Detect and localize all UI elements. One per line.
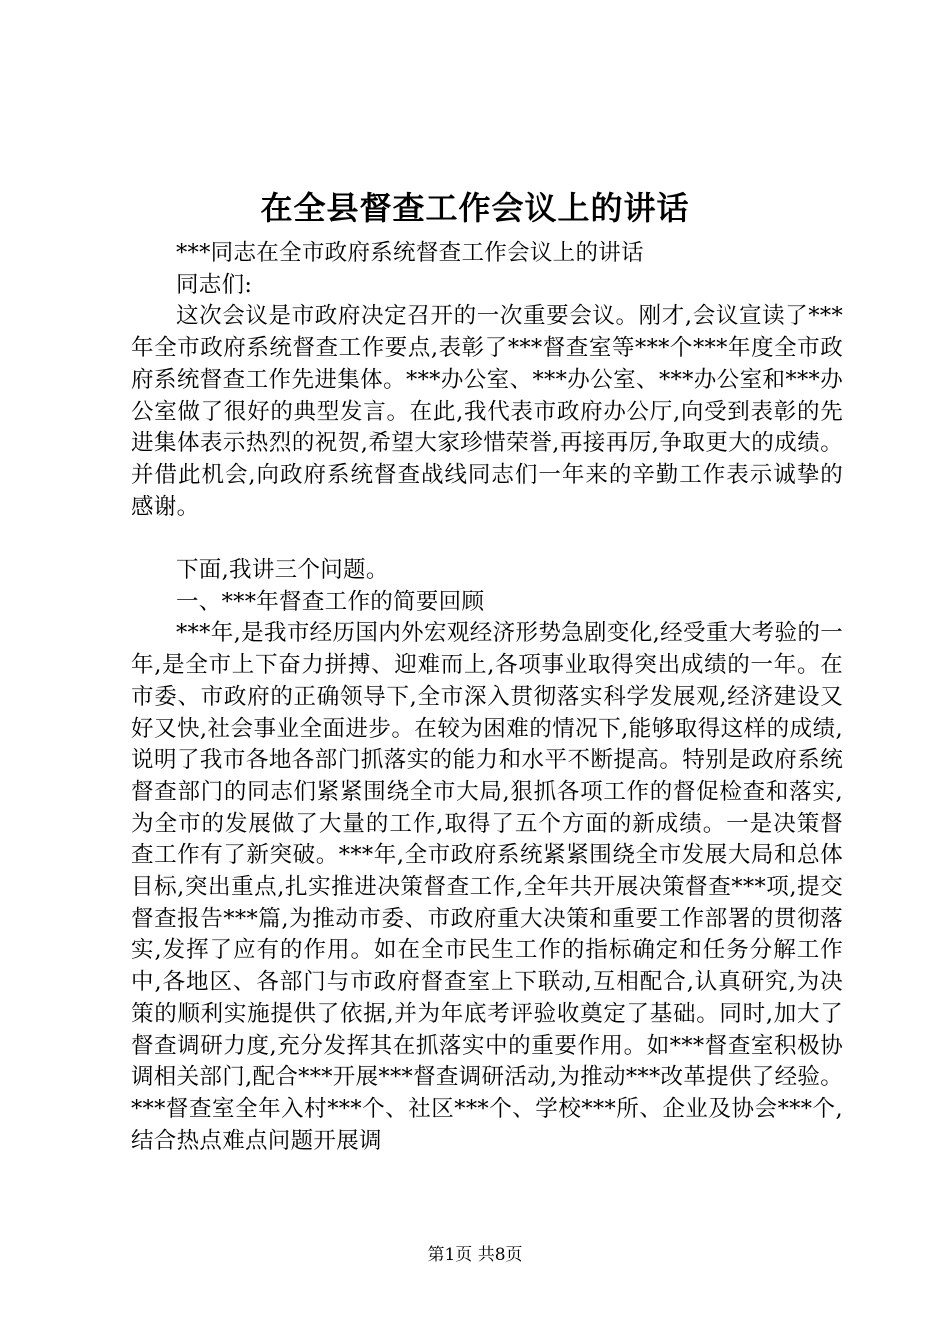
body-paragraph: 下面,我讲三个问题。 — [176, 557, 389, 584]
document-body — [131, 238, 843, 1157]
section-heading: 一、***年督查工作的简要回顾 — [176, 588, 485, 615]
salutation: 同志们: — [176, 271, 253, 298]
body-paragraph: ***年,是我市经历国内外宏观经济形势急剧变化,经受重大考验的一年,是全市上下奋力拼搏、迎难而上,各项事业取得突出成绩的一年。在市委、市政府的正确领导下,全市深入贯彻落实科学发展观,经济建设又好又快,社会事业全面进步。在较为困难的情况下,能够取得这样的成绩,说明了我市各地各部门抓落实的能力和水平不断提高。特别是政府系统督查部门的同志们紧紧围绕全市大局,狠抓各项工作的督促检查和落实,为全市的发展做了大量的工作,取得了五个方面的新成绩。一是决策督查工作有了新突破。***年,全市政府系统紧紧围绕全市发展大局和总体目标,突出重点,扎实推进决策督查工作,全年共开展决策督查***项,提交督查报告***篇,为推动市委、市政府重大决策和重要工作部署的贯彻落实,发挥了应有的作用。如在全市民生工作的指标确定和任务分解工作中,各地区、各部门与市政府督查室上下联动,互相配合,认真研究,为决策的顺利实施提供了依据,并为年底考评验收奠定了基础。同时,加大了督查调研力度,充分发挥其在抓落实中的重要作用。如***督查室积极协调相关部门,配合***开展***督查调研活动,为推动***改革提供了经验。***督查室全年入村***个、社区***个、学校***所、企业及协会***个,结合热点难点问题开展调 — [131, 620, 843, 1154]
document-title: 在全县督查工作会议上的讲话 — [260, 189, 690, 227]
page-footer: 第1页 共8页 — [427, 1245, 523, 1265]
subtitle-line: ***同志在全市政府系统督查工作会议上的讲话 — [176, 240, 644, 266]
paragraph-spacer — [131, 523, 843, 555]
body-paragraph: 这次会议是市政府决定召开的一次重要会议。刚才,会议宣读了***年全市政府系统督查工作要点,表彰了***督查室等***个***年度全市政府系统督查工作先进集体。***办公室、***办公室、***办公室和***办公室做了很好的典型发言。在此,我代表市政府办公厅,向受到表彰的先进集体表示热烈的祝贺,希望大家珍惜荣誉,再接再厉,争取更大的成绩。并借此机会,向政府系统督查战线同志们一年来的辛勤工作表示诚挚的感谢。 — [131, 303, 843, 520]
